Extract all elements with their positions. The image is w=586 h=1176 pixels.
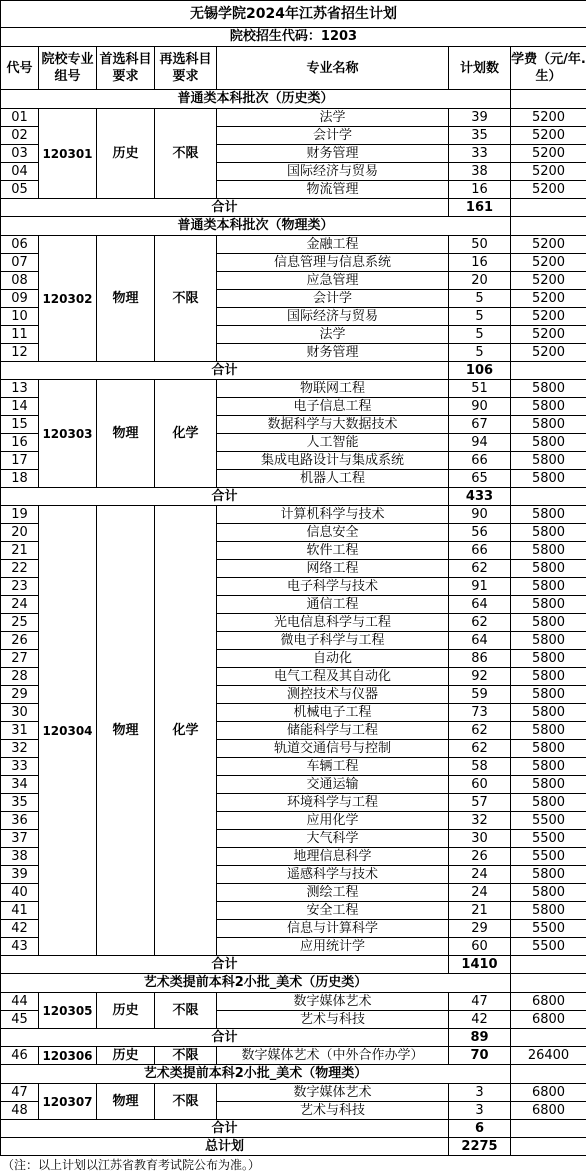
row-code: 34 — [1, 776, 39, 794]
row-code: 39 — [1, 866, 39, 884]
subtotal-value: 106 — [449, 362, 511, 380]
major-name: 自动化 — [217, 650, 449, 668]
major-name: 应用化学 — [217, 812, 449, 830]
tuition-fee: 5800 — [511, 506, 586, 524]
tuition-fee: 5500 — [511, 812, 586, 830]
row-code: 43 — [1, 938, 39, 956]
group-code: 120301 — [39, 109, 97, 199]
section-heading: 普通类本科批次（历史类） — [1, 90, 511, 109]
major-name: 安全工程 — [217, 902, 449, 920]
tuition-fee: 5500 — [511, 920, 586, 938]
major-name: 环境科学与工程 — [217, 794, 449, 812]
row-code: 12 — [1, 344, 39, 362]
plan-count: 39 — [449, 109, 511, 127]
major-name: 数字媒体艺术（中外合作办学） — [217, 1047, 449, 1065]
plan-count: 32 — [449, 812, 511, 830]
table-row — [1, 380, 586, 398]
tuition-fee: 5800 — [511, 758, 586, 776]
plan-count: 57 — [449, 794, 511, 812]
plan-count: 86 — [449, 650, 511, 668]
subtotal-value: 433 — [449, 488, 511, 506]
tuition-fee: 5200 — [511, 236, 586, 254]
first-subject: 物理 — [97, 236, 155, 362]
major-name: 财务管理 — [217, 344, 449, 362]
subtotal-row — [1, 362, 586, 380]
row-code: 04 — [1, 163, 39, 181]
plan-count: 66 — [449, 452, 511, 470]
row-code: 44 — [1, 993, 39, 1011]
first-subject: 历史 — [97, 109, 155, 199]
section-heading: 艺术类提前本科2小批_美术（历史类） — [1, 974, 511, 993]
subtotal-value: 1410 — [449, 956, 511, 974]
row-code: 17 — [1, 452, 39, 470]
plan-count: 70 — [449, 1047, 511, 1065]
total-row — [1, 1138, 586, 1156]
major-name: 信息管理与信息系统 — [217, 254, 449, 272]
tuition-fee: 5200 — [511, 145, 586, 163]
section-heading-row — [1, 217, 586, 236]
subtotal-row — [1, 1029, 586, 1047]
row-code: 05 — [1, 181, 39, 199]
row-code: 21 — [1, 542, 39, 560]
tuition-fee: 5800 — [511, 686, 586, 704]
subtotal-blank — [511, 199, 586, 217]
subtotal-label: 合计 — [1, 488, 449, 506]
tuition-fee: 5800 — [511, 398, 586, 416]
plan-count: 5 — [449, 308, 511, 326]
row-code: 35 — [1, 794, 39, 812]
row-code: 47 — [1, 1084, 39, 1102]
first-subject: 历史 — [97, 1047, 155, 1065]
major-name: 遥感科学与技术 — [217, 866, 449, 884]
plan-count: 65 — [449, 470, 511, 488]
plan-count: 56 — [449, 524, 511, 542]
header-major: 专业名称 — [217, 47, 449, 90]
row-code: 22 — [1, 560, 39, 578]
group-code: 120304 — [39, 506, 97, 956]
tuition-fee: 5800 — [511, 380, 586, 398]
row-code: 08 — [1, 272, 39, 290]
major-name: 信息与计算科学 — [217, 920, 449, 938]
major-name: 财务管理 — [217, 145, 449, 163]
plan-count: 60 — [449, 938, 511, 956]
group-code: 120306 — [39, 1047, 97, 1065]
first-subject: 物理 — [97, 506, 155, 956]
table-row — [1, 506, 586, 524]
table-row — [1, 1084, 586, 1102]
plan-count: 33 — [449, 145, 511, 163]
row-code: 24 — [1, 596, 39, 614]
second-subject: 不限 — [155, 1047, 217, 1065]
subtotal-row — [1, 199, 586, 217]
major-name: 微电子科学与工程 — [217, 632, 449, 650]
subtotal-value: 161 — [449, 199, 511, 217]
plan-count: 5 — [449, 290, 511, 308]
first-subject: 物理 — [97, 380, 155, 488]
plan-count: 66 — [449, 542, 511, 560]
tuition-fee: 5800 — [511, 704, 586, 722]
row-code: 03 — [1, 145, 39, 163]
plan-count: 21 — [449, 902, 511, 920]
subtotal-blank — [511, 362, 586, 380]
tuition-fee: 5800 — [511, 650, 586, 668]
row-code: 19 — [1, 506, 39, 524]
plan-count: 29 — [449, 920, 511, 938]
row-code: 10 — [1, 308, 39, 326]
section-heading-row — [1, 90, 586, 109]
plan-count: 47 — [449, 993, 511, 1011]
subtotal-row — [1, 1120, 586, 1138]
header-first: 首选科目要求 — [97, 47, 155, 90]
subtotal-label: 合计 — [1, 1029, 449, 1047]
row-code: 11 — [1, 326, 39, 344]
subtotal-blank — [511, 956, 586, 974]
tuition-fee: 5200 — [511, 163, 586, 181]
row-code: 46 — [1, 1047, 39, 1065]
table-title: 无锡学院2024年江苏省招生计划 — [1, 1, 586, 28]
section-heading-blank — [511, 90, 586, 109]
major-name: 会计学 — [217, 127, 449, 145]
subtotal-label: 合计 — [1, 1120, 449, 1138]
row-code: 29 — [1, 686, 39, 704]
tuition-fee: 5800 — [511, 866, 586, 884]
row-code: 09 — [1, 290, 39, 308]
major-name: 网络工程 — [217, 560, 449, 578]
major-name: 机械电子工程 — [217, 704, 449, 722]
second-subject: 不限 — [155, 236, 217, 362]
tuition-fee: 5200 — [511, 127, 586, 145]
header-fee: 学费（元/年.生） — [511, 47, 586, 90]
plan-count: 24 — [449, 884, 511, 902]
major-name: 储能科学与工程 — [217, 722, 449, 740]
section-heading: 普通类本科批次（物理类） — [1, 217, 511, 236]
tuition-fee: 5200 — [511, 181, 586, 199]
total-value: 2275 — [449, 1138, 511, 1156]
subtotal-value: 89 — [449, 1029, 511, 1047]
row-code: 02 — [1, 127, 39, 145]
major-name: 电气工程及其自动化 — [217, 668, 449, 686]
section-heading-blank — [511, 1065, 586, 1084]
plan-count: 16 — [449, 181, 511, 199]
subtotal-label: 合计 — [1, 199, 449, 217]
tuition-fee: 5500 — [511, 830, 586, 848]
tuition-fee: 6800 — [511, 1011, 586, 1029]
major-name: 光电信息科学与工程 — [217, 614, 449, 632]
tuition-fee: 5800 — [511, 416, 586, 434]
tuition-fee: 5200 — [511, 109, 586, 127]
tuition-fee: 5800 — [511, 776, 586, 794]
second-subject: 不限 — [155, 109, 217, 199]
tuition-fee: 5800 — [511, 578, 586, 596]
row-code: 15 — [1, 416, 39, 434]
row-code: 06 — [1, 236, 39, 254]
tuition-fee: 5800 — [511, 632, 586, 650]
group-code: 120307 — [39, 1084, 97, 1120]
row-code: 18 — [1, 470, 39, 488]
major-name: 电子科学与技术 — [217, 578, 449, 596]
total-blank — [511, 1138, 586, 1156]
row-code: 38 — [1, 848, 39, 866]
plan-count: 3 — [449, 1084, 511, 1102]
plan-count: 51 — [449, 380, 511, 398]
plan-count: 59 — [449, 686, 511, 704]
second-subject: 不限 — [155, 993, 217, 1029]
plan-count: 90 — [449, 506, 511, 524]
major-name: 数字媒体艺术 — [217, 993, 449, 1011]
major-name: 会计学 — [217, 290, 449, 308]
plan-count: 92 — [449, 668, 511, 686]
major-name: 物流管理 — [217, 181, 449, 199]
plan-count: 5 — [449, 344, 511, 362]
subtotal-blank — [511, 488, 586, 506]
row-code: 01 — [1, 109, 39, 127]
group-code: 120305 — [39, 993, 97, 1029]
major-name: 国际经济与贸易 — [217, 163, 449, 181]
row-code: 27 — [1, 650, 39, 668]
tuition-fee: 5800 — [511, 884, 586, 902]
tuition-fee: 5800 — [511, 596, 586, 614]
major-name: 交通运输 — [217, 776, 449, 794]
major-name: 数据科学与大数据技术 — [217, 416, 449, 434]
major-name: 测控技术与仪器 — [217, 686, 449, 704]
plan-count: 16 — [449, 254, 511, 272]
tuition-fee: 5500 — [511, 938, 586, 956]
row-code: 14 — [1, 398, 39, 416]
major-name: 车辆工程 — [217, 758, 449, 776]
tuition-fee: 5800 — [511, 722, 586, 740]
row-code: 31 — [1, 722, 39, 740]
tuition-fee: 6800 — [511, 1102, 586, 1120]
major-name: 信息安全 — [217, 524, 449, 542]
subtotal-label: 合计 — [1, 362, 449, 380]
plan-count: 38 — [449, 163, 511, 181]
header-code: 代号 — [1, 47, 39, 90]
tuition-fee: 5800 — [511, 794, 586, 812]
plan-count: 42 — [449, 1011, 511, 1029]
plan-count: 5 — [449, 326, 511, 344]
major-name: 集成电路设计与集成系统 — [217, 452, 449, 470]
tuition-fee: 5800 — [511, 470, 586, 488]
plan-count: 60 — [449, 776, 511, 794]
footnote: （注：以上计划以江苏省教育考试院公布为准。） — [0, 1156, 586, 1176]
row-code: 37 — [1, 830, 39, 848]
tuition-fee: 5200 — [511, 272, 586, 290]
tuition-fee: 5800 — [511, 560, 586, 578]
plan-count: 30 — [449, 830, 511, 848]
first-subject: 历史 — [97, 993, 155, 1029]
plan-count: 26 — [449, 848, 511, 866]
major-name: 机器人工程 — [217, 470, 449, 488]
plan-count: 62 — [449, 722, 511, 740]
major-name: 电子信息工程 — [217, 398, 449, 416]
tuition-fee: 5800 — [511, 542, 586, 560]
plan-count: 35 — [449, 127, 511, 145]
row-code: 23 — [1, 578, 39, 596]
row-code: 36 — [1, 812, 39, 830]
major-name: 国际经济与贸易 — [217, 308, 449, 326]
section-heading: 艺术类提前本科2小批_美术（物理类） — [1, 1065, 511, 1084]
tuition-fee: 5500 — [511, 848, 586, 866]
plan-count: 20 — [449, 272, 511, 290]
row-code: 07 — [1, 254, 39, 272]
header-plan: 计划数 — [449, 47, 511, 90]
plan-count: 50 — [449, 236, 511, 254]
plan-count: 73 — [449, 704, 511, 722]
group-code: 120302 — [39, 236, 97, 362]
major-name: 艺术与科技 — [217, 1011, 449, 1029]
major-name: 法学 — [217, 326, 449, 344]
first-subject: 物理 — [97, 1084, 155, 1120]
subtotal-row — [1, 488, 586, 506]
row-code: 20 — [1, 524, 39, 542]
tuition-fee: 5200 — [511, 308, 586, 326]
second-subject: 不限 — [155, 1084, 217, 1120]
section-heading-blank — [511, 217, 586, 236]
section-heading-row — [1, 1065, 586, 1084]
major-name: 计算机科学与技术 — [217, 506, 449, 524]
major-name: 金融工程 — [217, 236, 449, 254]
header-second: 再选科目要求 — [155, 47, 217, 90]
major-name: 人工智能 — [217, 434, 449, 452]
plan-count: 62 — [449, 560, 511, 578]
plan-count: 64 — [449, 632, 511, 650]
major-name: 法学 — [217, 109, 449, 127]
major-name: 艺术与科技 — [217, 1102, 449, 1120]
plan-count: 94 — [449, 434, 511, 452]
plan-count: 64 — [449, 596, 511, 614]
table-row — [1, 993, 586, 1011]
row-code: 16 — [1, 434, 39, 452]
tuition-fee: 5800 — [511, 614, 586, 632]
major-name: 地理信息科学 — [217, 848, 449, 866]
subtotal-blank — [511, 1029, 586, 1047]
tuition-fee: 5200 — [511, 254, 586, 272]
tuition-fee: 5800 — [511, 452, 586, 470]
plan-count: 62 — [449, 614, 511, 632]
row-code: 26 — [1, 632, 39, 650]
tuition-fee: 5200 — [511, 326, 586, 344]
major-name: 测绘工程 — [217, 884, 449, 902]
plan-count: 58 — [449, 758, 511, 776]
subtotal-value: 6 — [449, 1120, 511, 1138]
row-code: 41 — [1, 902, 39, 920]
tuition-fee: 5200 — [511, 344, 586, 362]
table-row — [1, 109, 586, 127]
table-row — [1, 236, 586, 254]
major-name: 物联网工程 — [217, 380, 449, 398]
major-name: 数字媒体艺术 — [217, 1084, 449, 1102]
second-subject: 化学 — [155, 380, 217, 488]
table-row — [1, 1047, 586, 1065]
plan-count: 62 — [449, 740, 511, 758]
plan-count: 67 — [449, 416, 511, 434]
total-label: 总计划 — [1, 1138, 449, 1156]
subtotal-label: 合计 — [1, 956, 449, 974]
tuition-fee: 5800 — [511, 668, 586, 686]
tuition-fee: 5800 — [511, 740, 586, 758]
row-code: 32 — [1, 740, 39, 758]
row-code: 48 — [1, 1102, 39, 1120]
major-name: 大气科学 — [217, 830, 449, 848]
major-name: 应急管理 — [217, 272, 449, 290]
tuition-fee: 5800 — [511, 902, 586, 920]
plan-count: 90 — [449, 398, 511, 416]
school-code: 院校招生代码：1203 — [1, 28, 586, 47]
row-code: 33 — [1, 758, 39, 776]
major-name: 轨道交通信号与控制 — [217, 740, 449, 758]
plan-count: 91 — [449, 578, 511, 596]
tuition-fee: 5800 — [511, 434, 586, 452]
row-code: 28 — [1, 668, 39, 686]
row-code: 30 — [1, 704, 39, 722]
row-code: 40 — [1, 884, 39, 902]
row-code: 13 — [1, 380, 39, 398]
tuition-fee: 6800 — [511, 993, 586, 1011]
tuition-fee: 26400 — [511, 1047, 586, 1065]
row-code: 25 — [1, 614, 39, 632]
group-code: 120303 — [39, 380, 97, 488]
major-name: 应用统计学 — [217, 938, 449, 956]
tuition-fee: 5200 — [511, 290, 586, 308]
subtotal-row — [1, 956, 586, 974]
tuition-fee: 5800 — [511, 524, 586, 542]
major-name: 通信工程 — [217, 596, 449, 614]
plan-count: 3 — [449, 1102, 511, 1120]
row-code: 45 — [1, 1011, 39, 1029]
second-subject: 化学 — [155, 506, 217, 956]
subtotal-blank — [511, 1120, 586, 1138]
section-heading-row — [1, 974, 586, 993]
plan-count: 24 — [449, 866, 511, 884]
row-code: 42 — [1, 920, 39, 938]
tuition-fee: 6800 — [511, 1084, 586, 1102]
section-heading-blank — [511, 974, 586, 993]
major-name: 软件工程 — [217, 542, 449, 560]
header-group: 院校专业组号 — [39, 47, 97, 90]
